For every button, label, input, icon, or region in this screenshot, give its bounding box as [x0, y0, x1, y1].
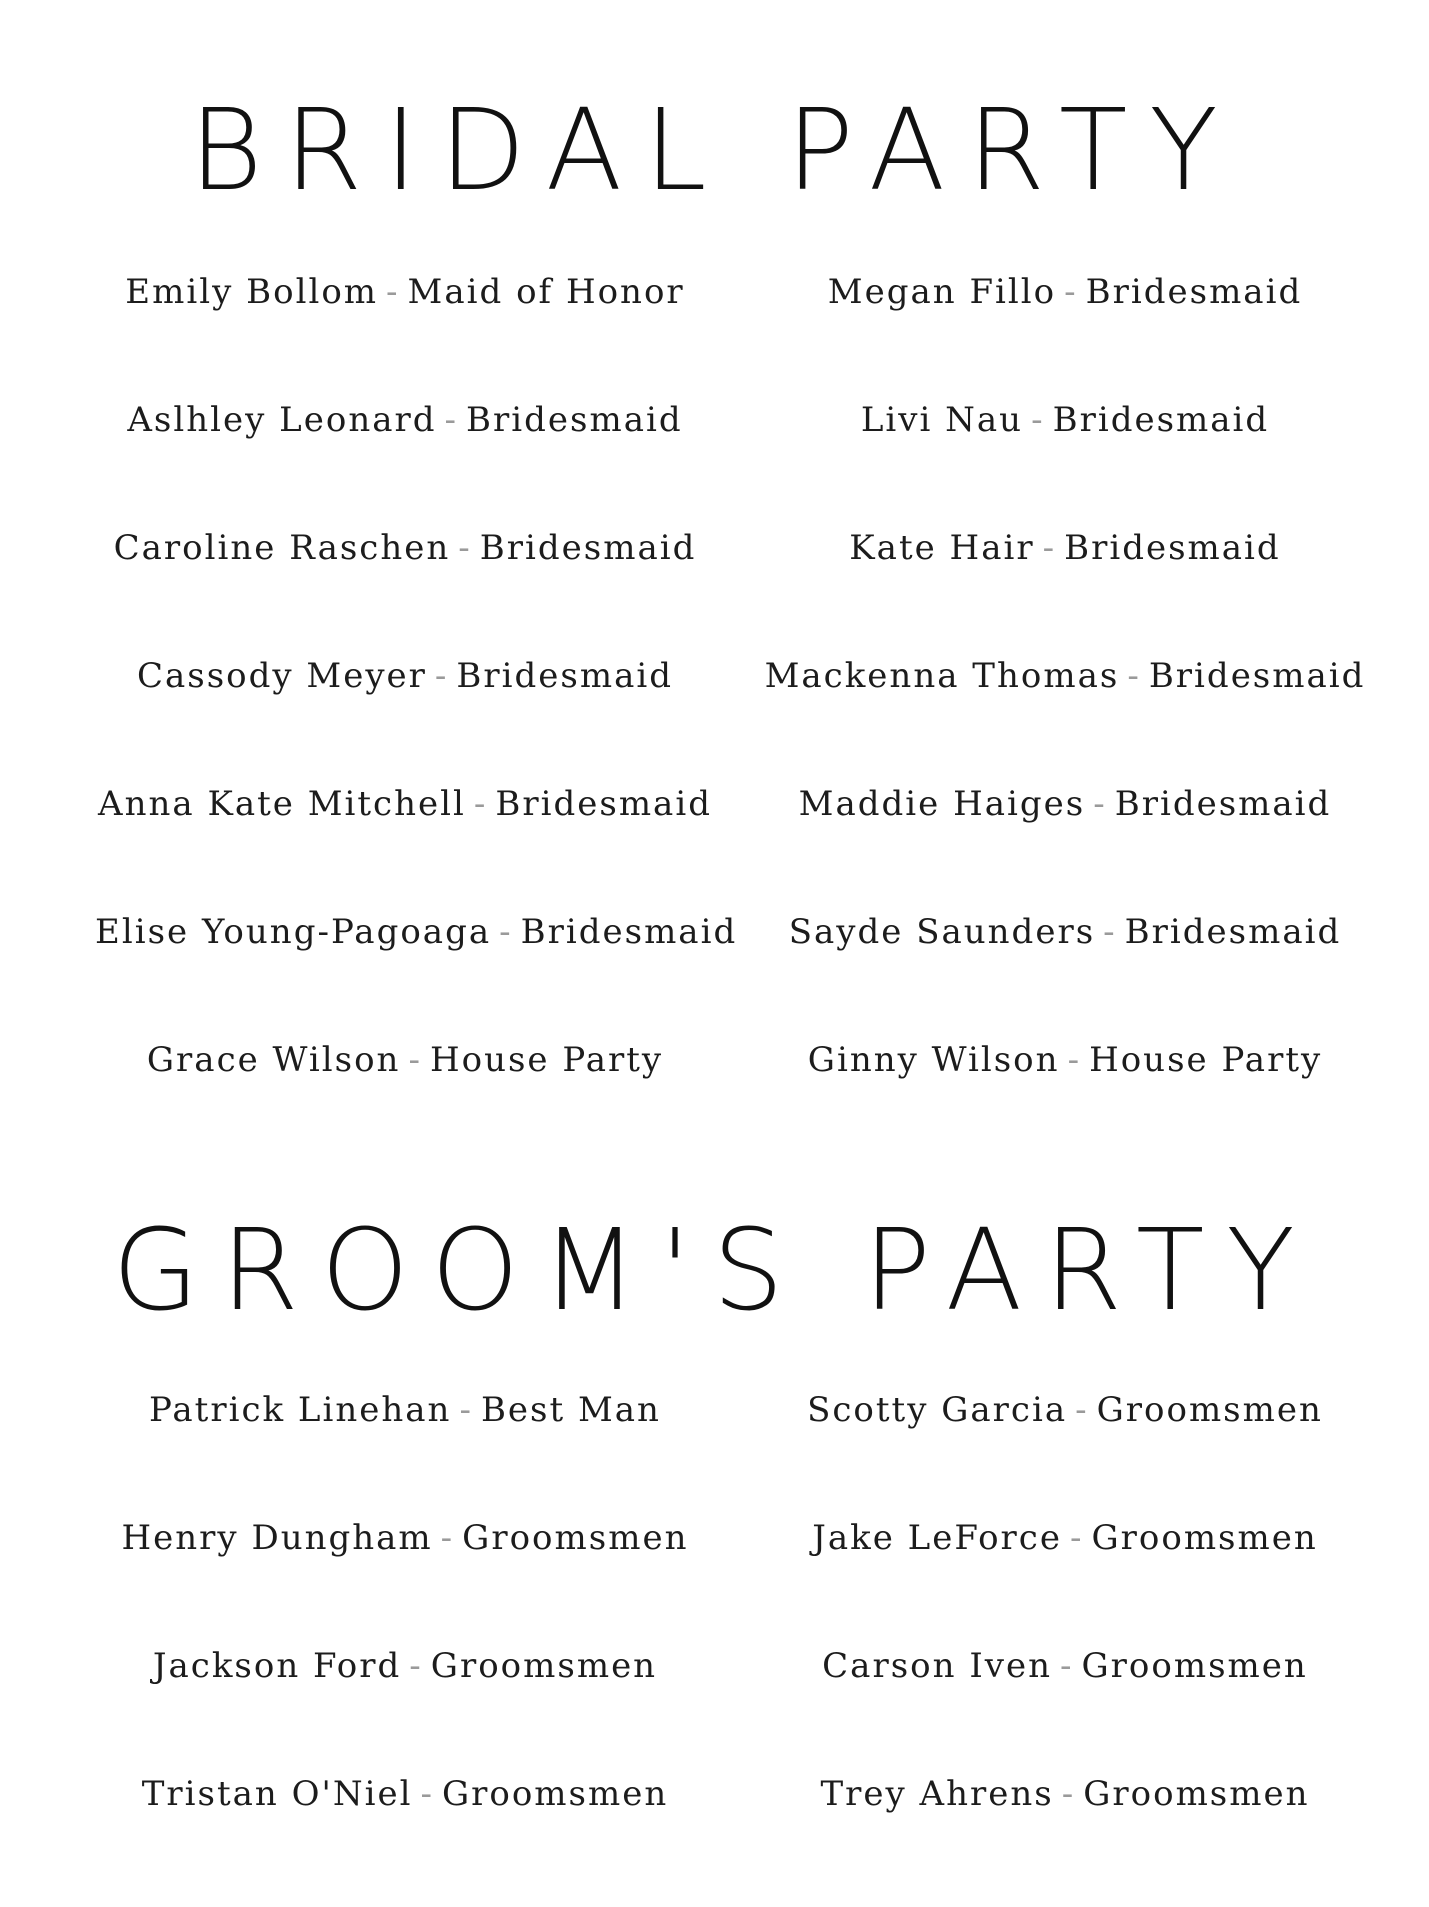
groom-left-entry: Jackson Ford - Groomsmen [152, 1646, 658, 1686]
bridal-party-title: BRIDAL PARTY [189, 86, 1240, 216]
bridal-right-entry: Ginny Wilson - House Party [807, 1040, 1323, 1080]
bridal-left-entry: Aslhley Leonard - Bridesmaid [127, 400, 683, 440]
bridal-left-entry: Grace Wilson - House Party [146, 1040, 664, 1080]
bridal-right-entry: Kate Hair - Bridesmaid [849, 528, 1281, 568]
bridal-left-entry: Elise Young-Pagoaga - Bridesmaid [95, 912, 738, 952]
groom-right-entry: Scotty Garcia - Groomsmen [807, 1390, 1323, 1430]
bridal-left-entry: Emily Bollom - Maid of Honor [125, 272, 685, 312]
groom-left-entry: Henry Dungham - Groomsmen [121, 1518, 689, 1558]
grooms-party-title: GROOM'S PARTY [112, 1206, 1317, 1336]
bridal-left-entry: Cassody Meyer - Bridesmaid [136, 656, 674, 696]
groom-right-entry: Trey Ahrens - Groomsmen [820, 1774, 1310, 1814]
bridal-right-entry: Maddie Haiges - Bridesmaid [798, 784, 1332, 824]
groom-left-entry: Tristan O'Niel - Groomsmen [141, 1774, 669, 1814]
bridal-right-entry: Mackenna Thomas - Bridesmaid [764, 656, 1366, 696]
bridal-right-entry: Megan Fillo - Bridesmaid [827, 272, 1303, 312]
bridal-right-entry: Livi Nau - Bridesmaid [860, 400, 1270, 440]
bridal-right-entry: Sayde Saunders - Bridesmaid [788, 912, 1342, 952]
groom-right-entry: Carson Iven - Groomsmen [822, 1646, 1308, 1686]
bridal-left-entry: Anna Kate Mitchell - Bridesmaid [98, 784, 712, 824]
groom-right-entry: Jake LeForce - Groomsmen [812, 1518, 1318, 1558]
groom-left-entry: Patrick Linehan - Best Man [149, 1390, 661, 1430]
bridal-left-entry: Caroline Raschen - Bridesmaid [113, 528, 697, 568]
